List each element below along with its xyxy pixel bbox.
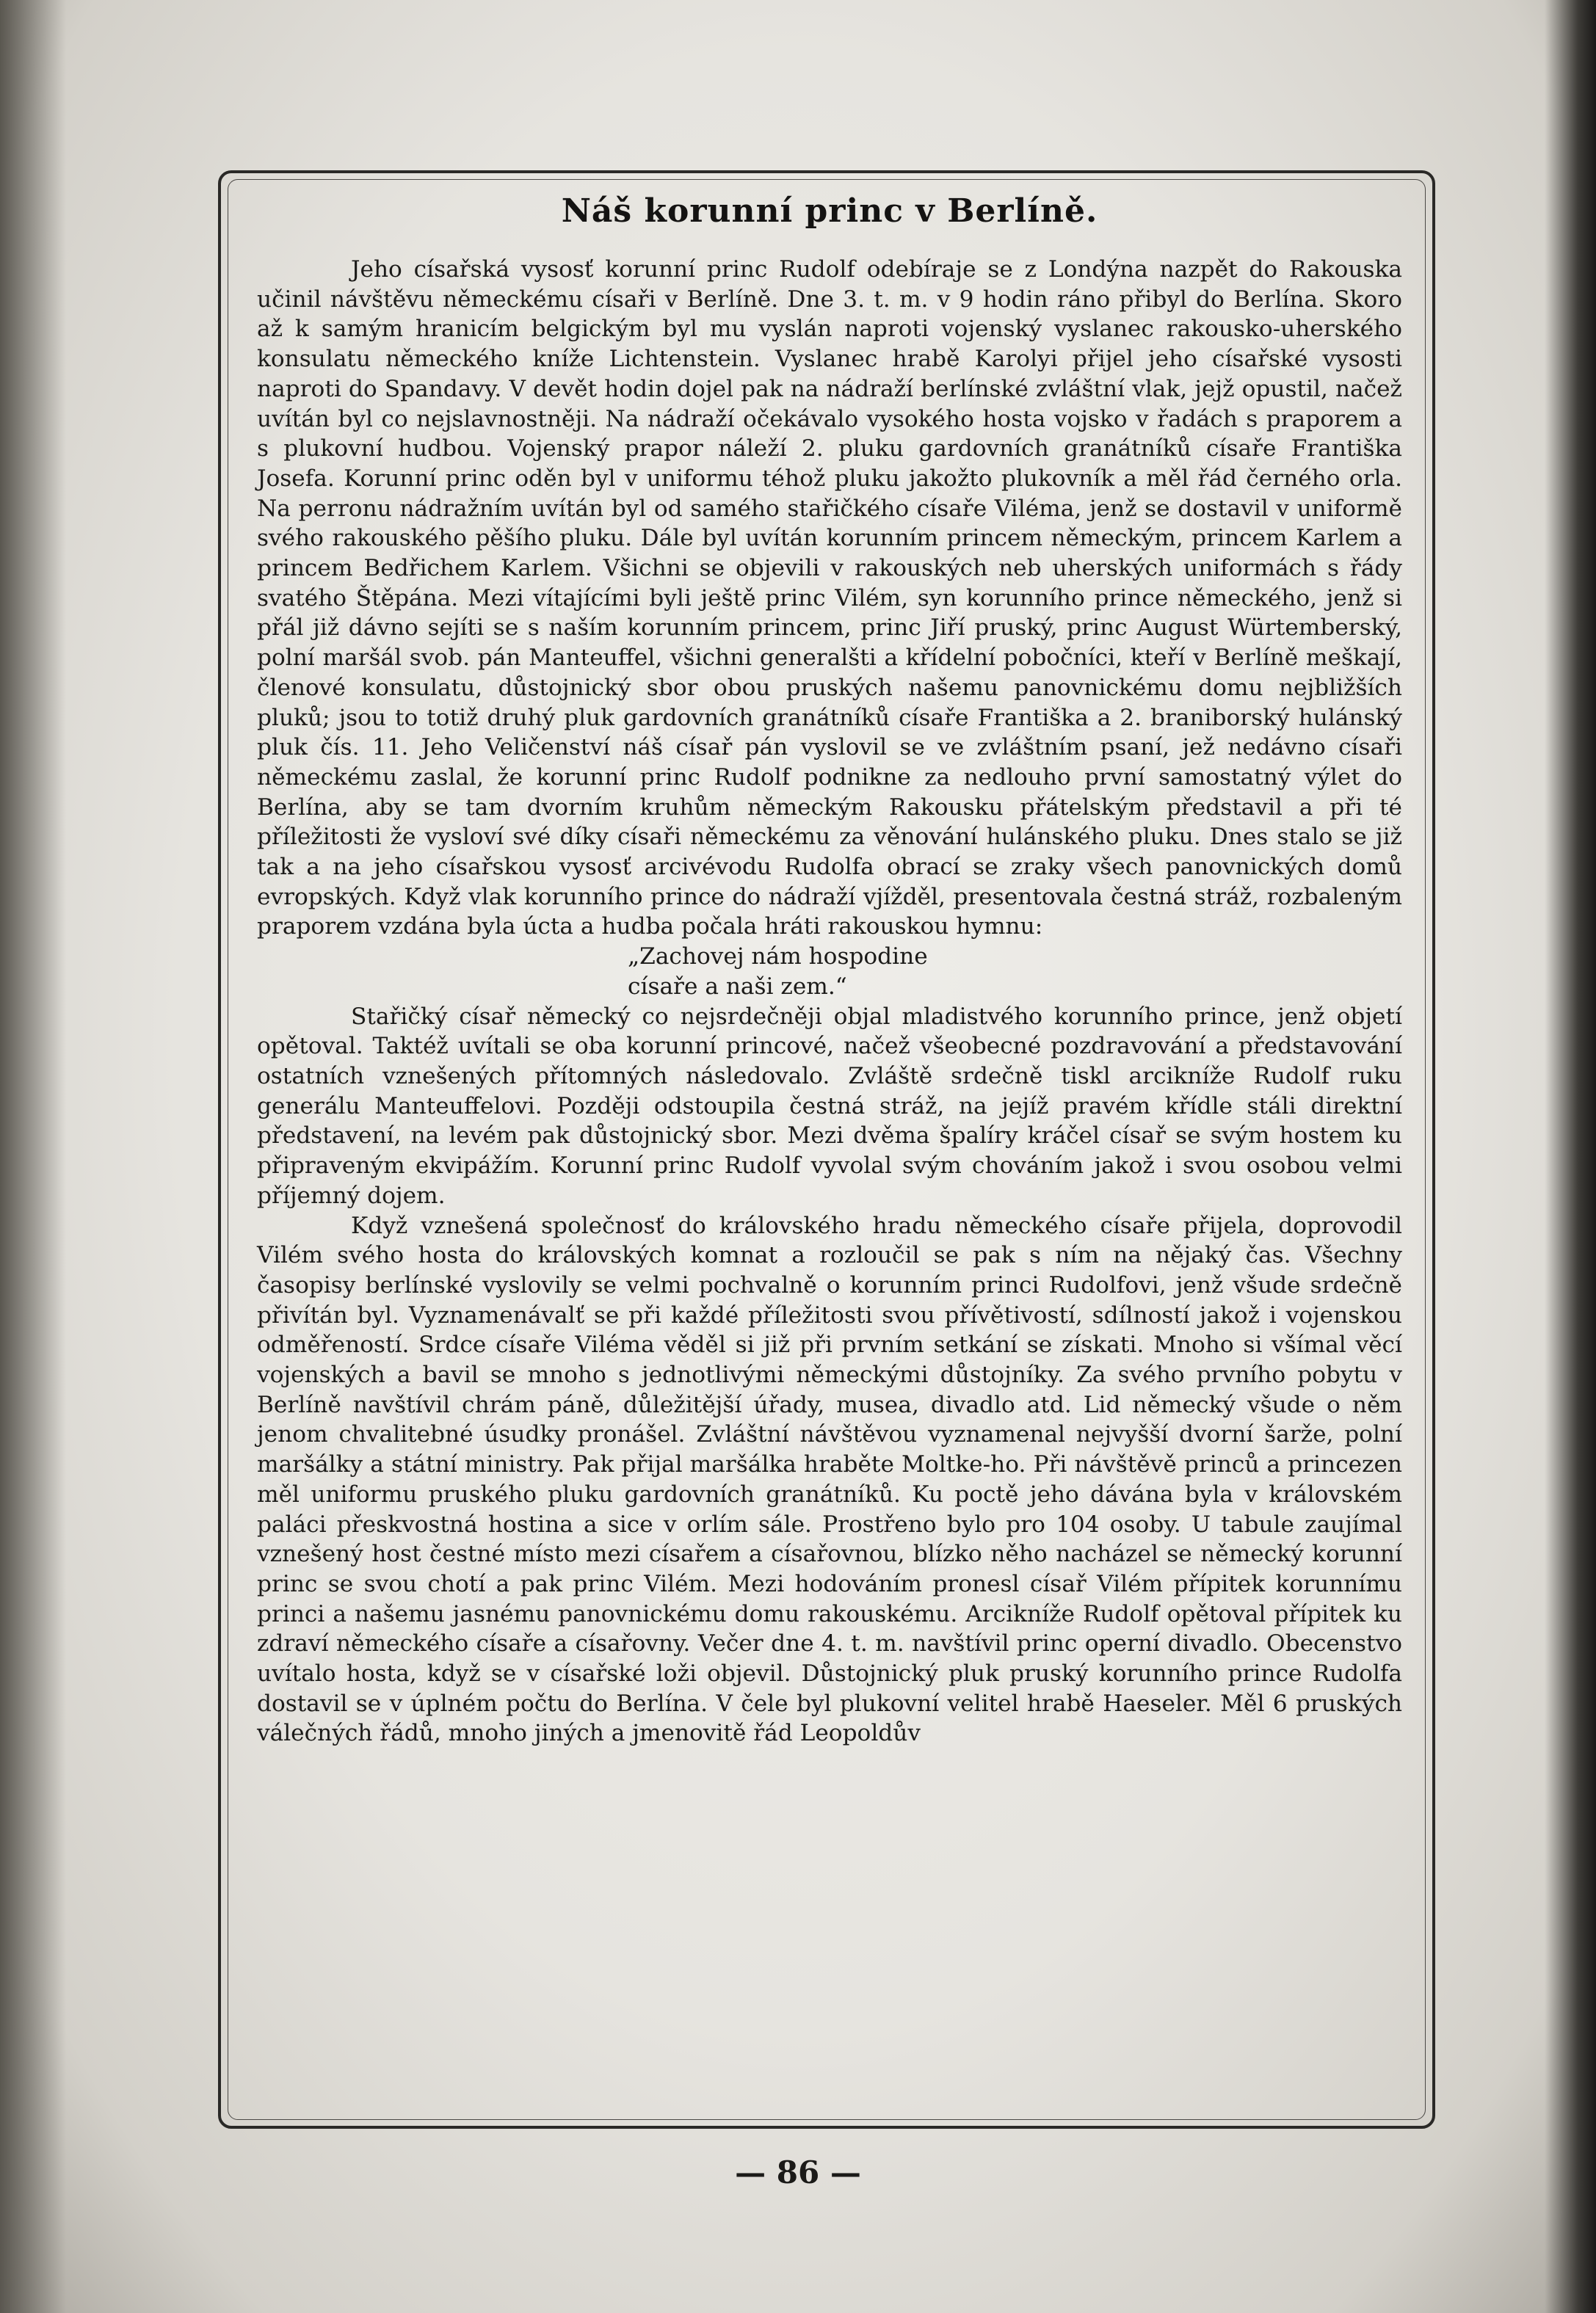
article-title: Náš korunní princ v Berlíně. <box>561 192 1098 230</box>
article-paragraph: Když vznešená společnosť do královského hradu německého císaře přijela, doprovodil Vilém svého hosta do královských komnat a rozloučil se pak s ním na nějaký čas. Všechny časopisy berlínské vyslovily se velmi pochvalně o korunním princi Rudolfovi, jenž všude srdečně přivítán byl. Vyznamenávalť se při každé příležitosti svou přívětivostí, sdílností jakož i vojenskou odměřeností. Srdce císaře Viléma věděl si již při prvním setkání se získati. Mnoho si všímal věcí vojenských a bavil se mnoho s jednotlivými německými důstojníky. Za svého prvního pobytu v Berlíně navštívil chrám páně, důležitější úřady, musea, divadlo atd. Lid německý všude o něm jenom chvalitebné úsudky pronášel. Zvláštní návštěvou vyznamenal nejvyšší dvorní šarže, polní maršálky a státní ministry. Pak přijal maršálka hraběte Moltke-ho. Při návštěvě princů a princezen měl uniformu pruského pluku gardovních granátníků. Ku poctě jeho dávána byla v královském paláci přeskvostná hostina a sice v orlím sále. Prostřeno bylo pro 104 osoby. U tabule zaujímal vznešený host čestné místo mezi císařem a císařovnou, blízko něho nacházel se německý korunní princ se svou chotí a pak princ Vilém. Mezi hodováním pronesl císař Vilém přípitek korunnímu princi a našemu jasnému panovnickému domu rakouskému. Arcikníže Rudolf opětoval přípitek ku zdraví německého císaře a císařovny. Večer dne 4. t. m. navštívil princ operní divadlo. Obecenstvo uvítalo hosta, když se v císařské loži objevil. Důstojnický pluk pruský korunního prince Rudolfa dostavil se v úplném počtu do Berlína. V čele byl plukovní velitel hrabě Haeseler. Měl 6 pruských válečných řádů, mnoho jiných a jmenovitě řád Leopoldův <box>257 1212 1402 1747</box>
article <box>257 192 1402 1749</box>
page-shadow-right <box>1545 0 1596 2313</box>
article-paragraph: Stařičký císař německý co nejsrdečněji objal mladistvého korunního prince, jenž objetí opětoval. Taktéž uvítali se oba korunní princové, načež všeobecné pozdravování a představování ostatních vznešených přítomných následovalo. Zvláště srdečně tiskl arcikníže Rudolf ruku generálu Manteuffelovi. Později odstoupila čestná stráž, na jejíž pravém křídle stáli direktní představení, na levém pak důstojnický sbor. Mezi dvěma špalíry kráčel císař se svým hostem ku připraveným ekvipážím. Korunní princ Rudolf vyvolal svým chováním jakož i svou osobou velmi příjemný dojem. <box>257 1003 1402 1209</box>
verse-line: císaře a naši zem.“ <box>628 973 847 1000</box>
article-paragraph: Jeho císařská vysosť korunní princ Rudolf odebíraje se z Londýna nazpět do Rakouska učinil návštěvu německému císaři v Berlíně. Dne 3. t. m. v 9 hodin ráno přibyl do Berlína. Skoro až k samým hranicím belgickým byl mu vyslán naproti vojenský vyslanec rakousko-uherského konsulatu německého kníže Lichtenstein. Vyslanec hrabě Karolyi přijel jeho císařské vysosti naproti do Spandavy. V devět hodin dojel pak na nádraží berlínské zvláštní vlak, jejž opustil, načež uvítán byl co nejslavnostněji. Na nádraží očekávalo vysokého hosta vojsko v řadách s praporem a s plukovní hudbou. Vojenský prapor náleží 2. pluku gardovních granátníků císaře Františka Josefa. Korunní princ oděn byl v uniformu téhož pluku jakožto plukovník a měl řád černého orla. Na perronu nádražním uvítán byl od samého stařičkého císaře Viléma, jenž se dostavil v uniformě svého rakouského pěšího pluku. Dále byl uvítán korunním princem německým, princem Karlem a princem Bedřichem Karlem. Všichni se objevili v rakouských neb uherských uniformách s řády svatého Štěpána. Mezi vítajícími byli ještě princ Vilém, syn korunního prince německého, jenž si přál již dávno sejíti se s naším korunním princem, princ Jiří pruský, princ August Würtemberský, polní maršál svob. pán Manteuffel, všichni generalšti a křídelní pobočníci, kteří v Berlíně meškají, členové konsulatu, důstojnický sbor obou pruských našemu panovnickému domu nejbližších pluků; jsou to totiž druhý pluk gardovních granátníků císaře Františka a 2. braniborský hulánský pluk čís. 11. Jeho Veličenství náš císař pán vyslovil se ve zvláštním psaní, jež nedávno císaři německému zaslal, že korunní princ Rudolf podnikne za nedlouho první samostatný výlet do Berlína, aby se tam dvorním kruhům německým Rakousku přátelským představil a při té příležitosti že vysloví své díky císaři německému za věnování hulánského pluku. Dnes stalo se již tak a na jeho císařskou vysosť arcivévodu Rudolfa obrací se zraky všech panovnických domů evropských. Když vlak korunního prince do nádraží vjížděl, presentovala čestná stráž, rozbaleným praporem vzdána byla úcta a hudba počala hráti rakouskou hymnu: <box>257 256 1402 940</box>
anthem-verse <box>628 942 1402 1001</box>
page-number: — 86 — <box>735 2154 861 2190</box>
verse-line: „Zachovej nám hospodine <box>628 943 928 970</box>
page-shadow-left <box>0 0 66 2313</box>
